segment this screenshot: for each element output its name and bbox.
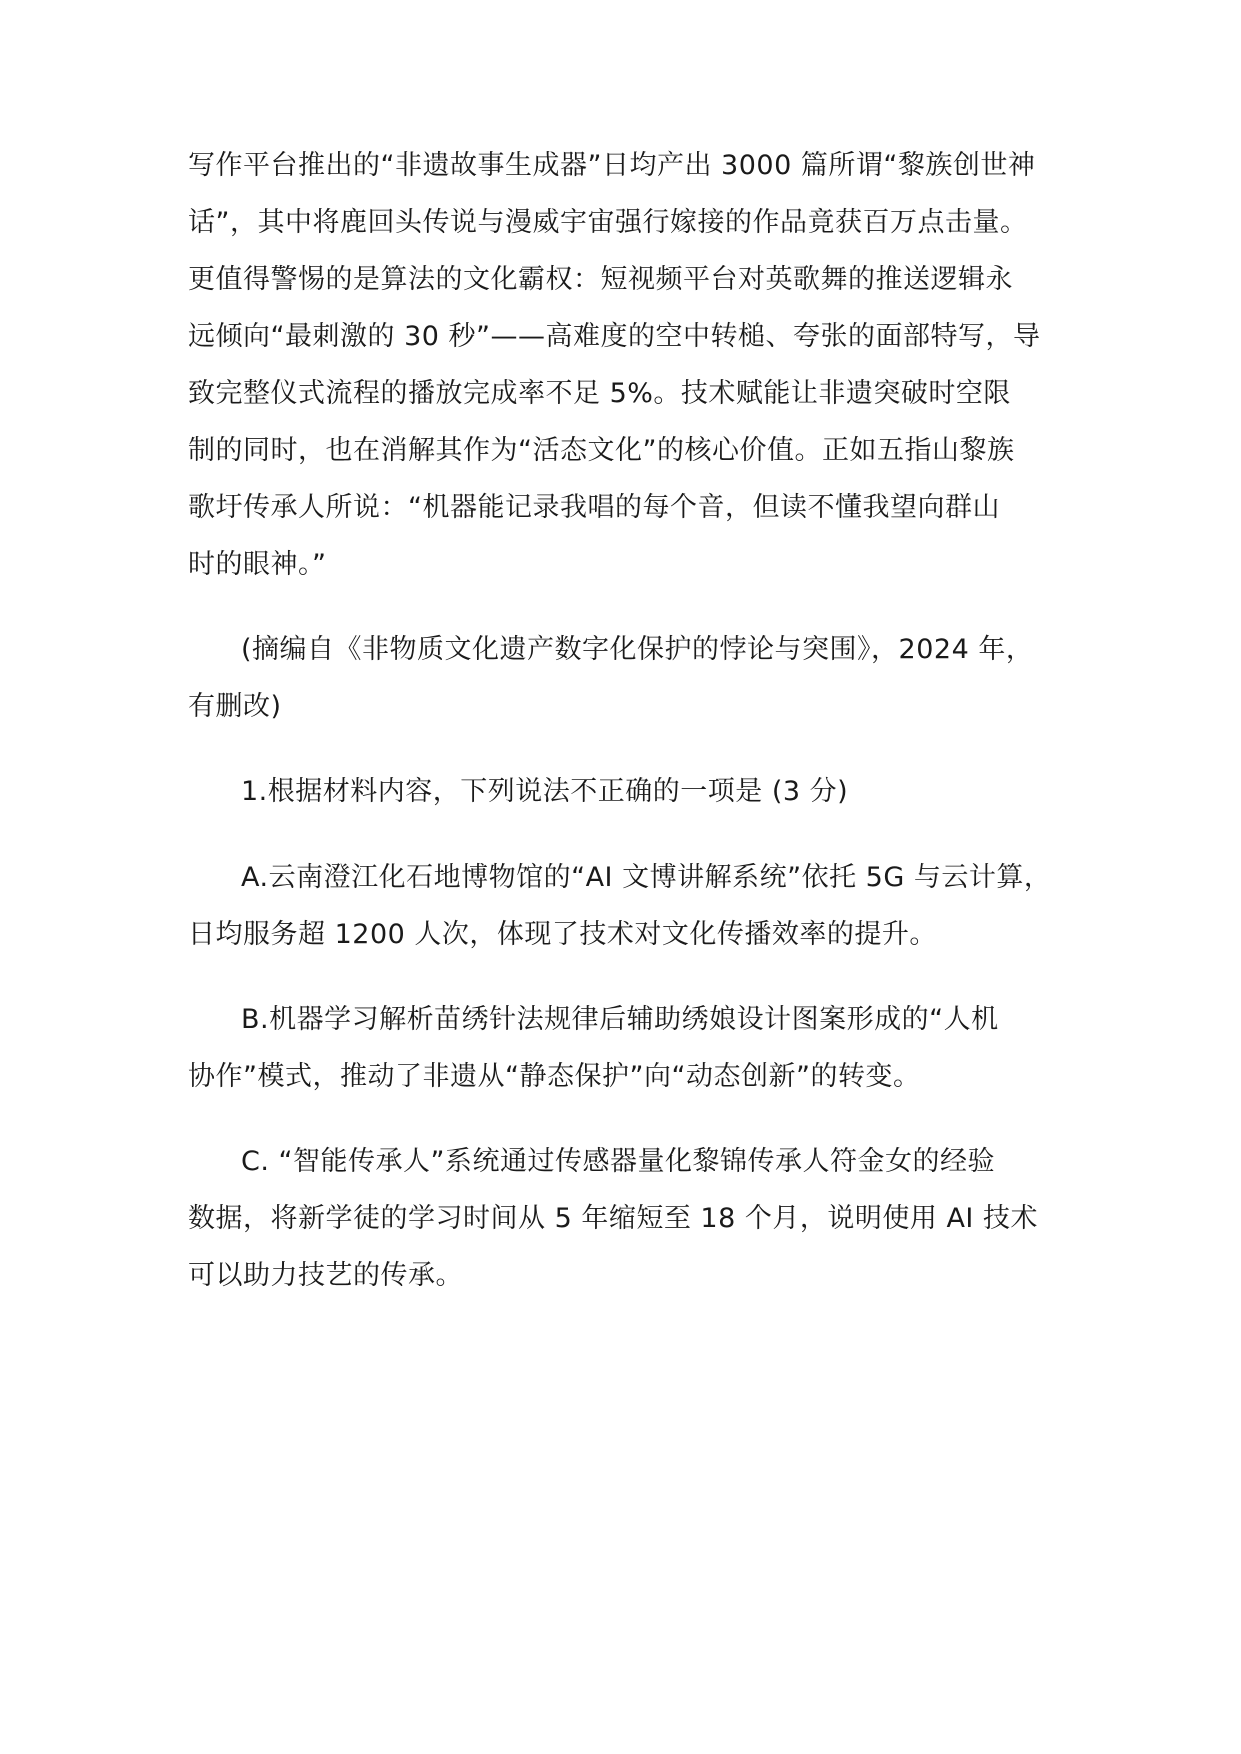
option-a-line: 日均服务超 1200 人次，体现了技术对文化传播效率的提升。 — [188, 919, 937, 950]
option-a-line: A.云南澄江化石地博物馆的“AI 文博讲解系统”依托 5G 与云计算， — [241, 862, 1052, 893]
passage-line: 歌圩传承人所说：“机器能记录我唱的每个音，但读不懂我望向群山 — [188, 492, 1000, 523]
passage-line: 致完整仪式流程的播放完成率不足 5%。技术赋能让非遗突破时空限 — [188, 378, 1011, 409]
source-citation-line: 有删改) — [188, 691, 282, 722]
passage-line: 制的同时，也在消解其作为“活态文化”的核心价值。正如五指山黎族 — [188, 435, 1015, 466]
passage-line: 时的眼神。” — [188, 549, 327, 580]
source-citation-line: (摘编自《非物质文化遗产数字化保护的悖论与突围》，2024 年， — [241, 634, 1034, 665]
passage-line: 写作平台推出的“非遗故事生成器”日均产出 3000 篇所谓“黎族创世神 — [188, 150, 1036, 181]
option-b-line: 协作”模式，推动了非遗从“静态保护”向“动态创新”的转变。 — [188, 1061, 921, 1092]
option-c-line: 数据，将新学徒的学习时间从 5 年缩短至 18 个月，说明使用 AI 技术 — [188, 1203, 1038, 1234]
option-b-line: B.机器学习解析苗绣针法规律后辅助绣娘设计图案形成的“人机 — [241, 1004, 999, 1035]
option-c-line: C. “智能传承人”系统通过传感器量化黎锦传承人符金女的经验 — [241, 1146, 995, 1177]
option-c-line: 可以助力技艺的传承。 — [188, 1260, 463, 1291]
question-stem: 1.根据材料内容，下列说法不正确的一项是 (3 分) — [241, 776, 849, 807]
passage-line: 更值得警惕的是算法的文化霸权：短视频平台对英歌舞的推送逻辑永 — [188, 264, 1013, 295]
passage-line: 话”，其中将鹿回头传说与漫威宇宙强行嫁接的作品竟获百万点击量。 — [188, 207, 1028, 238]
passage-line: 远倾向“最刺激的 30 秒”——高难度的空中转槌、夸张的面部特写，导 — [188, 321, 1041, 352]
